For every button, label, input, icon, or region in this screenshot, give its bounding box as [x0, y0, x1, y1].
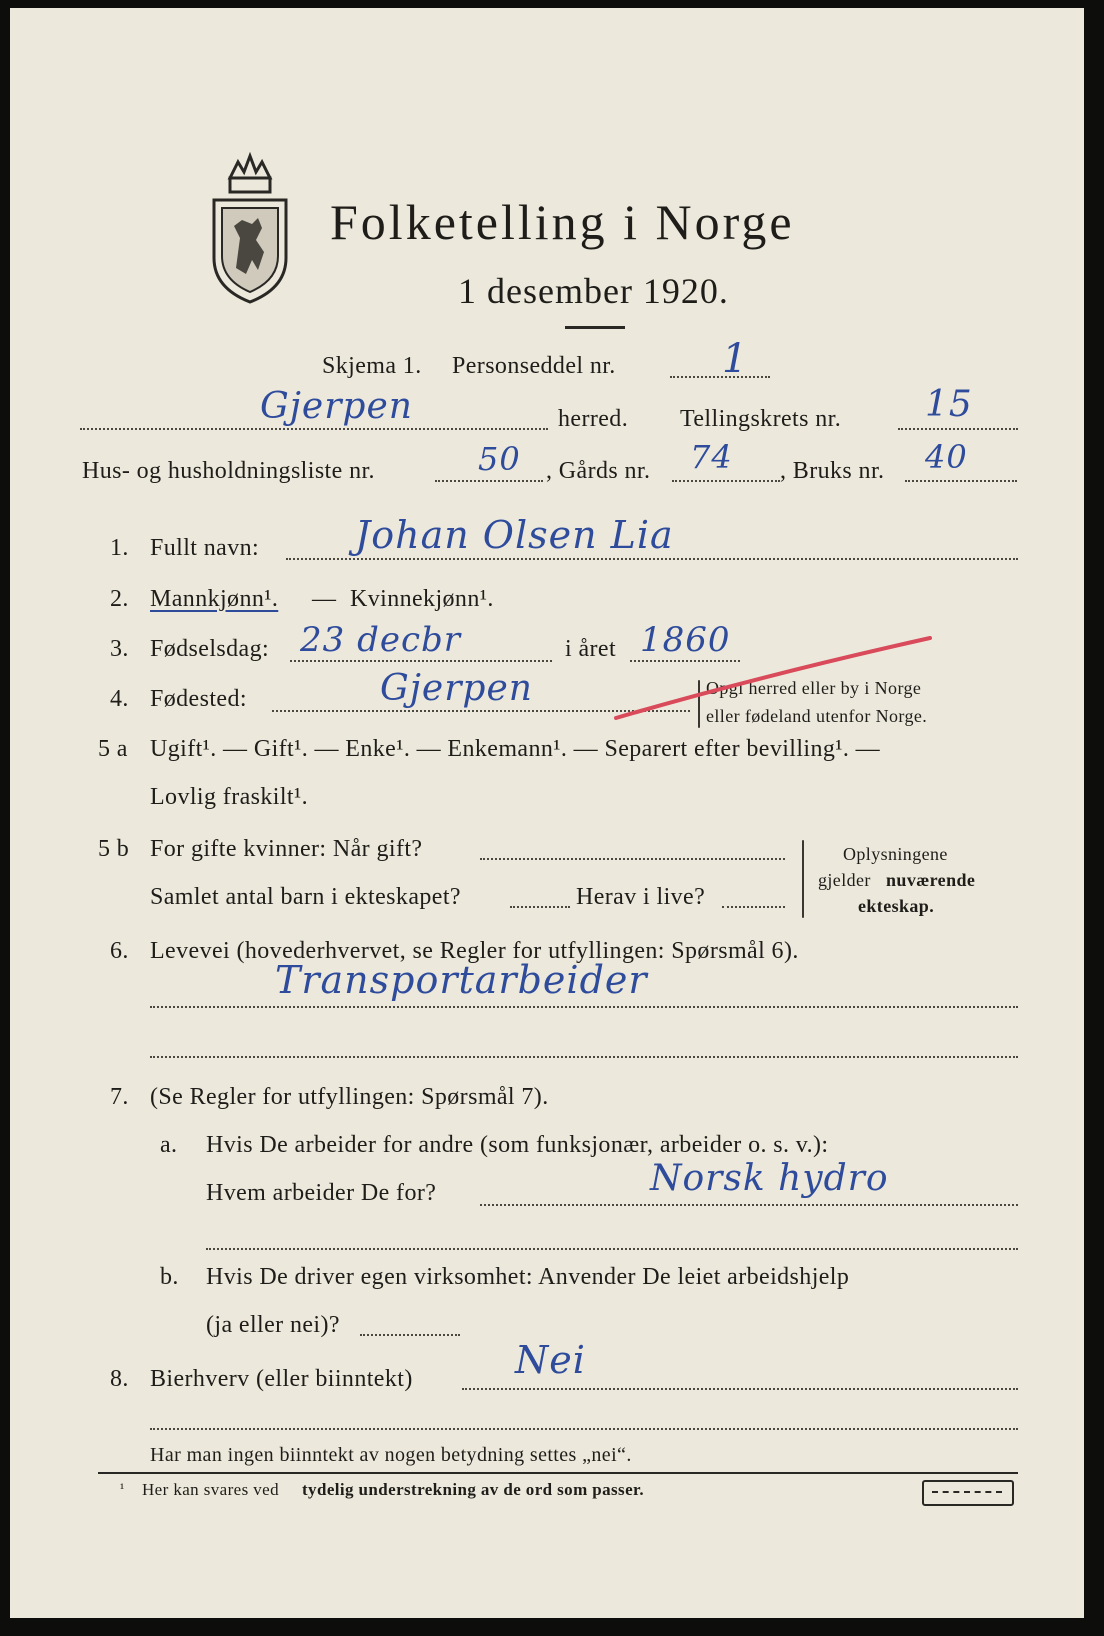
personseddel-value: 1 — [722, 336, 749, 382]
q5b-note-brace — [802, 840, 804, 918]
footer-note: Har man ingen biinntekt av nogen betydning settes „nei“. — [150, 1444, 632, 1466]
footnote-text-b: tydelig understrekning av de ord som passer. — [302, 1480, 645, 1499]
q7a-line-2 — [206, 1248, 1018, 1250]
skjema-label: Skjema 1. — [322, 353, 422, 379]
q2-female: Kvinnekjønn¹. — [350, 586, 494, 612]
q4-note-2: eller fødeland utenfor Norge. — [706, 706, 928, 726]
bruks-line — [905, 480, 1017, 482]
q5a-line2: Lovlig fraskilt¹. — [150, 784, 308, 810]
q5b-married-line — [480, 858, 785, 860]
q5b-number: 5 b — [98, 836, 130, 862]
census-form — [10, 8, 1084, 1618]
personseddel-line — [670, 376, 770, 378]
q7a-letter: a. — [160, 1132, 178, 1158]
bruks-label: , Bruks nr. — [780, 458, 885, 484]
q6-label: Levevei (hovederhvervet, se Regler for utfyllingen: Spørsmål 6). — [150, 938, 799, 964]
q8-number: 8. — [110, 1366, 129, 1392]
husliste-line — [435, 480, 543, 482]
q5a-line1: Ugift¹. — Gift¹. — Enke¹. — Enkemann¹. — Separert efter bevilling¹. — — [150, 736, 881, 762]
q1-label: Fullt navn: — [150, 535, 260, 561]
q5b-children-line — [510, 906, 570, 908]
footnote-text-a: Her kan svares ved — [142, 1480, 280, 1499]
q5b-note-2b: nuværende — [886, 870, 976, 890]
q4-value: Gjerpen — [380, 668, 533, 709]
q6-number: 6. — [110, 938, 129, 964]
footer-rule — [98, 1472, 1018, 1474]
bruks-value: 40 — [925, 438, 968, 476]
herred-label: herred. — [558, 406, 629, 432]
q2-male: Mannkjønn¹. — [150, 586, 279, 612]
herred-value: Gjerpen — [260, 386, 413, 427]
q8-value: Nei — [515, 1338, 586, 1382]
q4-note-1: Opgi herred eller by i Norge — [706, 678, 922, 698]
q7-number: 7. — [110, 1084, 129, 1110]
footnote-mark: ¹ — [120, 1482, 125, 1497]
tellingskrets-line — [898, 428, 1018, 430]
q3-number: 3. — [110, 636, 129, 662]
q2-separator: — — [312, 586, 337, 612]
q3-value: 23 decbr — [300, 620, 462, 660]
q5b-line1: For gifte kvinner: Når gift? — [150, 836, 423, 862]
herred-line — [80, 428, 548, 430]
q6-value: Transportarbeider — [275, 958, 648, 1002]
q8-line — [462, 1388, 1018, 1390]
q1-value: Johan Olsen Lia — [355, 513, 674, 557]
gards-value: 74 — [690, 438, 733, 476]
q5b-line2b: Herav i live? — [576, 884, 706, 910]
q3-year-value: 1860 — [640, 620, 731, 660]
tellingskrets-label: Tellingskrets nr. — [680, 406, 842, 432]
q7a-line — [480, 1204, 1018, 1206]
q7b-line2: (ja eller nei)? — [206, 1312, 340, 1338]
page-title: Folketelling i Norge — [330, 194, 795, 250]
census-date: 1 desember 1920. — [458, 271, 729, 311]
q7b-letter: b. — [160, 1264, 179, 1290]
gards-line — [672, 480, 780, 482]
q1-line — [286, 558, 1018, 560]
norway-coat-of-arms-icon — [208, 148, 292, 306]
q6-line-1 — [150, 1006, 1018, 1008]
q4-number: 4. — [110, 686, 129, 712]
q3-year-label: i året — [565, 636, 617, 662]
husliste-label: Hus- og husholdningsliste nr. — [82, 458, 375, 484]
q3-line — [290, 660, 552, 662]
q5a-number: 5 a — [98, 736, 128, 762]
q7a-line2: Hvem arbeider De for? — [206, 1180, 437, 1206]
q7-label: (Se Regler for utfyllingen: Spørsmål 7). — [150, 1084, 549, 1110]
q5b-note-3: ekteskap. — [858, 896, 935, 916]
red-pencil-strike — [610, 626, 940, 726]
gards-label: , Gårds nr. — [546, 458, 651, 484]
q8-line-2 — [150, 1428, 1018, 1430]
tellingskrets-value: 15 — [925, 384, 973, 425]
husliste-value: 50 — [478, 440, 521, 478]
q2-number: 2. — [110, 586, 129, 612]
q7a-value: Norsk hydro — [650, 1158, 889, 1199]
q3-label: Fødselsdag: — [150, 636, 270, 662]
q5b-alive-line — [722, 906, 785, 908]
personseddel-label: Personseddel nr. — [452, 353, 616, 379]
q5b-note-1: Oplysningene — [843, 844, 948, 864]
q7a-line1: Hvis De arbeider for andre (som funksjonær, arbeider o. s. v.): — [206, 1132, 829, 1158]
q7b-line — [360, 1334, 460, 1336]
q6-line-2 — [150, 1056, 1018, 1058]
printer-stamp-icon — [922, 1480, 1014, 1506]
q8-label: Bierhverv (eller biinntekt) — [150, 1366, 413, 1392]
q5b-note-2a: gjelder — [818, 870, 871, 890]
q5b-line2a: Samlet antal barn i ekteskapet? — [150, 884, 461, 910]
q7b-line1: Hvis De driver egen virksomhet: Anvender De leiet arbeidshjelp — [206, 1264, 850, 1290]
q4-label: Fødested: — [150, 686, 247, 712]
q1-number: 1. — [110, 535, 129, 561]
title-rule — [565, 326, 625, 329]
